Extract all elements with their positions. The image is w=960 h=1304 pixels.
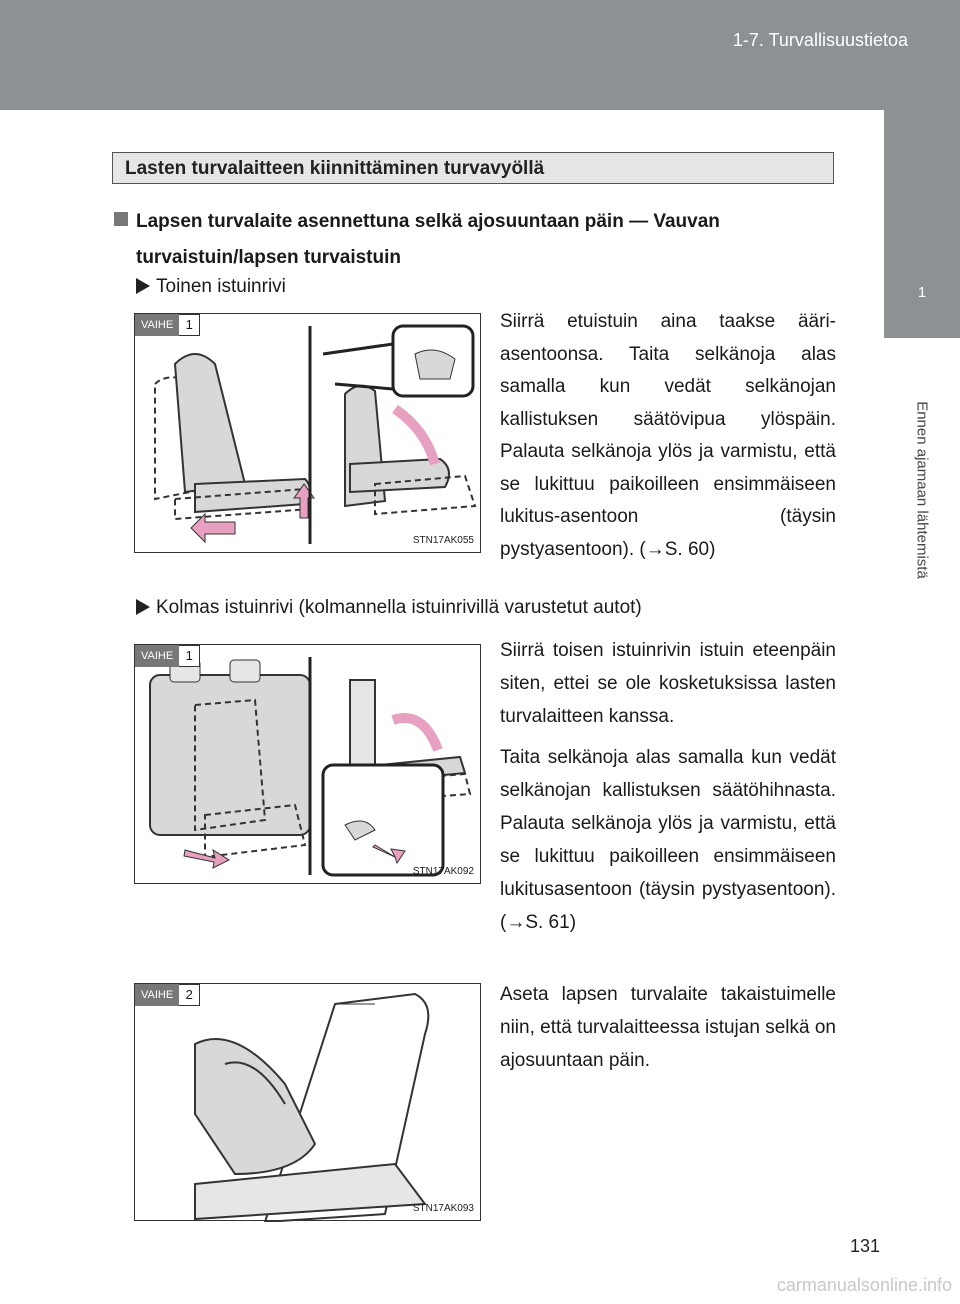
seat-illustration: [135, 314, 482, 554]
sub-heading-second-row: Toinen istuinrivi: [136, 276, 286, 298]
subsection-heading: [136, 204, 836, 276]
paragraph-step-2: Aseta lapsen turvalaite takaistuimelle niin, että turvalaitteessa istujan selkä on ajosuuntaan päin.: [500, 984, 836, 1071]
paragraph-second-row: Siirrä etuistuin aina taakse ääri-asentoonsa. Taita selkänoja alas samalla kun vedät selkänojan kallistuksen säätövipua ylöspäin. Palauta selkänoja ylös ja varmistu, että se lukittuu paikoilleen ensimmäiseen lukitus-asentoon (täysin pystyasentoon). (→S. 60): [500, 311, 836, 560]
figure-code: STN17AK092: [412, 866, 474, 877]
figure-child-seat: [134, 983, 481, 1221]
section-title: 1-7. Turvallisuustietoa: [732, 30, 908, 50]
seat-row-illustration: [135, 645, 482, 885]
figure-second-row-seat: [134, 313, 481, 553]
figure-code: STN17AK093: [412, 1203, 474, 1214]
figure-third-row-seat: [134, 644, 481, 884]
chapter-tab-label: Ennen ajamaan lähtemistä: [913, 401, 931, 579]
child-seat-illustration: [135, 984, 482, 1222]
step-badge: VAIHE 1: [135, 645, 200, 667]
watermark: carmanualsonline.info: [776, 1275, 952, 1295]
sub-heading-third-row: Kolmas istuinrivi (kolmannella istuinrivillä varustetut autot): [136, 597, 642, 619]
paragraph-third-row-b: Taita selkänoja alas samalla kun vedät selkänojan kallistuksen säätöhihnasta. Palauta selkänoja ylös ja varmistu, että se lukittuu paikoilleen ensimmäiseen lukitusasentoon (täysin pystyasentoon). (→S. 61): [500, 747, 836, 933]
chapter-tab: [884, 340, 960, 640]
side-bar: [884, 110, 960, 248]
page-number: 131: [849, 1236, 880, 1256]
heading-text: Lapsen turvalaite asennettuna selkä ajosuuntaan päin — Vauvan turvaistuin/lapsen turvaistuin: [136, 211, 720, 268]
page-title: Lasten turvalaitteen kiinnittäminen turvavyöllä: [125, 158, 545, 179]
step-badge: VAIHE 1: [135, 314, 200, 336]
header-band: [0, 0, 960, 110]
chapter-tab-number[interactable]: 1: [884, 248, 960, 338]
step-badge: VAIHE 2: [135, 984, 200, 1006]
section-title-box: [112, 152, 834, 184]
square-bullet-icon: [114, 212, 128, 226]
paragraph-third-row-a: Siirrä toisen istuinrivin istuin eteenpäin siten, ettei se ole kosketuksissa lasten turvalaitteen kanssa.: [500, 640, 836, 727]
triangle-bullet-icon: [136, 278, 150, 294]
figure-code: STN17AK055: [412, 535, 474, 546]
triangle-bullet-icon: [136, 599, 150, 615]
